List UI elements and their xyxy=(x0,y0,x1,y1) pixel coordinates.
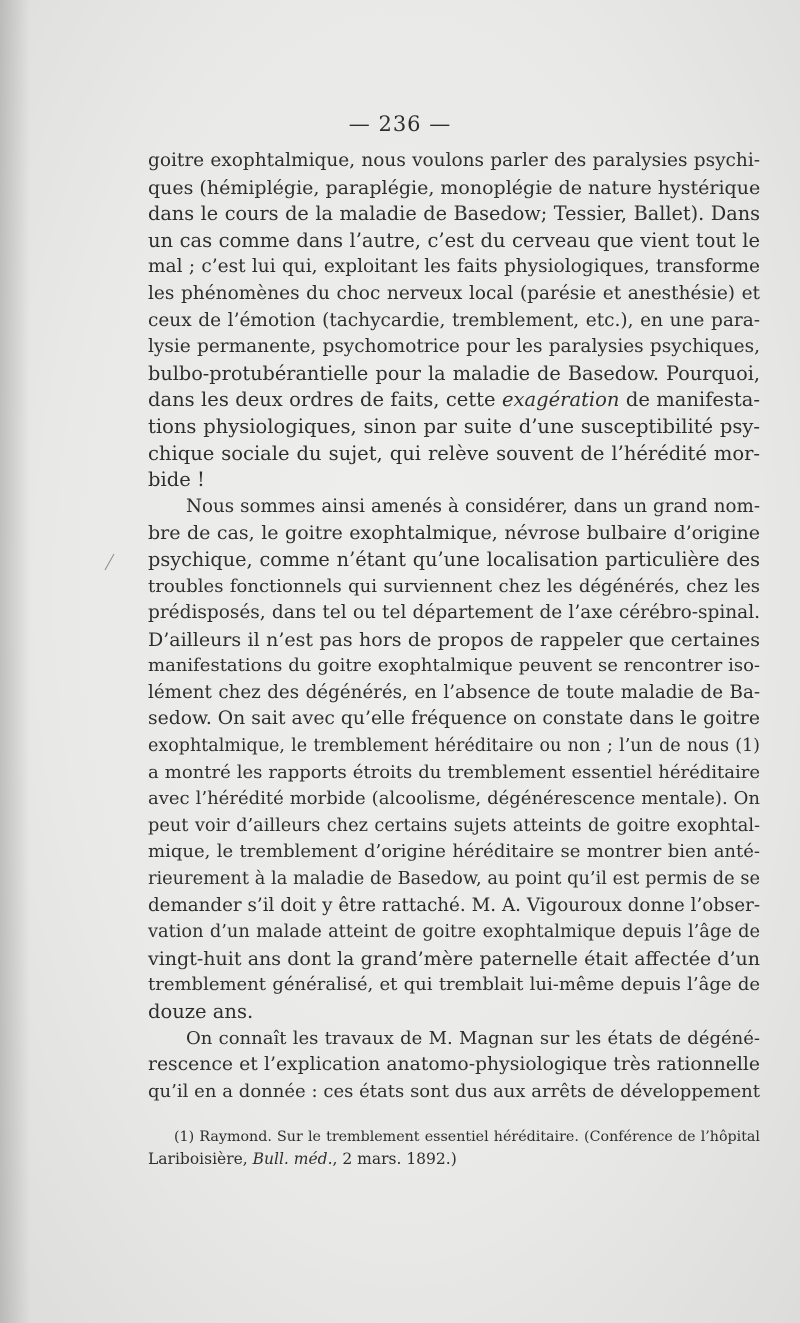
text-line: bulbo-protubérantielle pour la maladie de Basedow. Pourquoi, xyxy=(148,361,760,385)
text-line: bide ! xyxy=(148,468,205,492)
text-line: lysie permanente, psychomotrice pour les paralysies psychiques, xyxy=(148,336,760,358)
text-line: goitre exophtalmique, nous voulons parler des paralysies psychi- xyxy=(148,150,760,171)
text-line: exophtalmique, le tremblement héréditaire ou non ; l’un de nous (1) xyxy=(148,736,760,757)
body-text xyxy=(148,148,760,1105)
text-line: manifestations du goitre exophtalmique peuvent se rencontrer iso- xyxy=(148,655,760,677)
text-line: ceux de l’émotion (tachycardie, tremblement, etc.), en une para- xyxy=(148,309,760,331)
text-line: lément chez des dégénérés, en l’absence de toute maladie de Ba- xyxy=(148,681,760,703)
text-line: rescence et l’explication anatomo-physiologique très rationnelle xyxy=(148,1054,760,1076)
text-line: mique, le tremblement d’origine héréditaire se montrer bien anté- xyxy=(148,841,760,863)
text-line: tions physiologiques, sinon par suite d’une susceptibilité psy- xyxy=(148,414,760,438)
text-line: peut voir d’ailleurs chez certains sujets atteints de goitre exophtal- xyxy=(148,815,760,836)
text-line: ques (hémiplégie, paraplégie, monoplégie de nature hystérique xyxy=(148,176,761,199)
text-line: douze ans. xyxy=(148,1000,254,1023)
text-line: prédisposés, dans tel ou tel département de l’axe cérébro-spinal. xyxy=(148,602,760,624)
margin-pencil-mark xyxy=(102,553,116,571)
page-number: — 236 — xyxy=(348,112,452,136)
text-line: psychique, comme n’étant qu’une localisation particulière des xyxy=(148,547,760,571)
text-line: demander s’il doit y être rattaché. M. A. Vigouroux donne l’obser- xyxy=(148,894,760,916)
footnote xyxy=(148,1126,760,1170)
text-line: avec l’hérédité morbide (alcoolisme, dégénérescence mentale). On xyxy=(148,788,760,810)
footnote-line: (1) Raymond. Sur le tremblement essentiel héréditaire. (Conférence de l’hôpital xyxy=(174,1129,760,1145)
text-line: dans les deux ordres de faits, cette exagération de manifesta- xyxy=(148,388,760,412)
page-edge-shadow xyxy=(0,0,30,1323)
text-line: Nous sommes ainsi amenés à considérer, dans un grand nom- xyxy=(186,495,760,517)
text-line: dans le cours de la maladie de Basedow; Tessier, Ballet). Dans xyxy=(148,202,760,226)
text-line: D’ailleurs il n’est pas hors de propos de rappeler que certaines xyxy=(148,628,760,651)
text-line: qu’il en a donnée : ces états sont dus aux arrêts de développement xyxy=(148,1080,760,1102)
text-line: vingt-huit ans dont la grand’mère paternelle était affectée d’un xyxy=(148,947,760,970)
text-line: troubles fonctionnels qui surviennent chez les dégénérés, chez les xyxy=(148,575,760,597)
text-line: mal ; c’est lui qui, exploitant les faits physiologiques, transforme xyxy=(148,256,760,278)
text-line: chique sociale du sujet, qui relève souvent de l’hérédité mor- xyxy=(148,441,760,465)
text-line: tremblement généralisé, et qui tremblait lui-même depuis l’âge de xyxy=(148,974,760,996)
text-line: a montré les rapports étroits du tremblement essentiel héréditaire xyxy=(148,761,760,783)
text-line: bre de cas, le goitre exophtalmique, névrose bulbaire d’origine xyxy=(148,522,760,545)
text-line: On connaît les travaux de M. Magnan sur les états de dégéné- xyxy=(186,1027,760,1049)
text-line: rieurement à la maladie de Basedow, au point qu’il est permis de se xyxy=(148,869,760,890)
text-line: un cas comme dans l’autre, c’est du cerveau que vient tout le xyxy=(148,228,760,252)
text-line: vation d’un malade atteint de goitre exophtalmique depuis l’âge de xyxy=(148,922,760,943)
footnote-line: Lariboisière, Bull. méd., 2 mars. 1892.) xyxy=(148,1150,457,1168)
text-line: sedow. On sait avec qu’elle fréquence on constate dans le goitre xyxy=(148,708,760,730)
text-line: les phénomènes du choc nerveux local (parésie et anesthésie) et xyxy=(148,282,760,304)
